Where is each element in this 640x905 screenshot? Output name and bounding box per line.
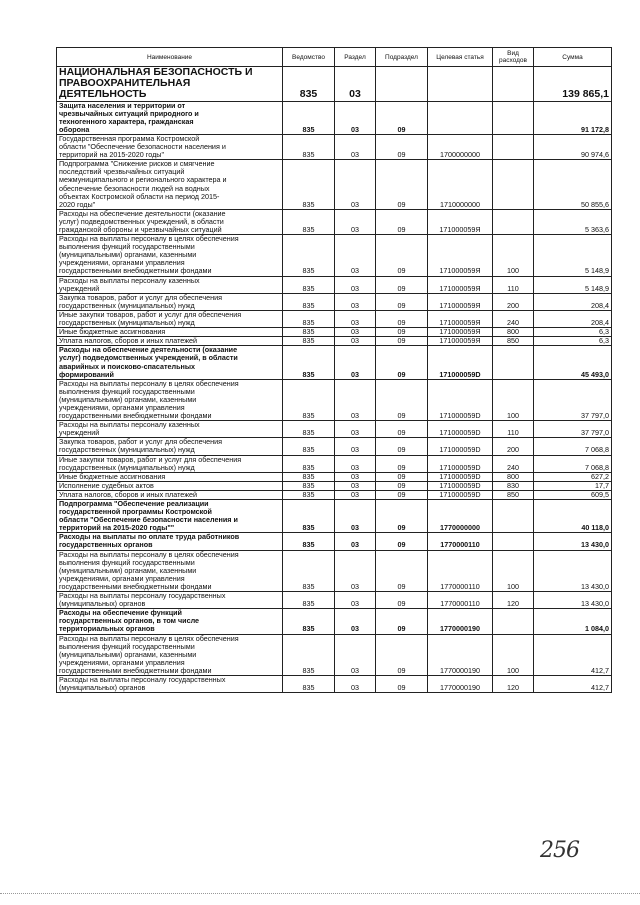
- cell-department: 835: [283, 67, 335, 102]
- cell-sum: 627,2: [534, 472, 612, 481]
- table-row: [57, 328, 612, 337]
- header-row: [57, 48, 612, 67]
- cell-subsection: 09: [376, 481, 428, 490]
- cell-expense-type: 120: [493, 675, 534, 692]
- cell-target-article: 1770000000: [428, 500, 493, 533]
- cell-department: 835: [283, 490, 335, 499]
- cell-expense-type: 240: [493, 455, 534, 472]
- cell-name-line: выполнения функций государственными: [59, 557, 195, 567]
- cell-department: 835: [283, 276, 335, 293]
- cell-target-article: 171000059Я: [428, 235, 493, 276]
- cell-name-line: гражданской обороны и чрезвычайных ситуаций: [59, 225, 222, 235]
- table-row: [57, 337, 612, 346]
- table-row: [57, 276, 612, 293]
- cell-section: 03: [335, 337, 376, 346]
- cell-target-article: 171000059D: [428, 379, 493, 420]
- cell-name-line: чрезвычайных ситуаций природного и: [59, 108, 199, 118]
- page-number-text: 256: [540, 838, 579, 863]
- scan-edge-line: [0, 893, 640, 894]
- cell-section: 03: [335, 675, 376, 692]
- cell-name: [57, 293, 283, 310]
- cell-section: 03: [335, 490, 376, 499]
- cell-subsection: 09: [376, 101, 428, 134]
- cell-name-line: учреждениями, органами управления: [59, 657, 185, 667]
- cell-target-article: 1770000190: [428, 634, 493, 675]
- cell-target-article: 171000059Я: [428, 310, 493, 327]
- cell-name-line: Иные бюджетные ассигнования: [59, 472, 166, 481]
- cell-expense-type: [493, 160, 534, 210]
- cell-department: 835: [283, 634, 335, 675]
- cell-name-line: (муниципальными) органами, казенными: [59, 250, 197, 260]
- cell-name-line: Расходы на выплаты персоналу казенных: [59, 276, 200, 285]
- cell-name-line: формирований: [59, 369, 114, 379]
- cell-target-article: 171000059D: [428, 472, 493, 481]
- cell-name-line: аварийных и поисково-спасательных: [59, 361, 195, 371]
- cell-name-line: Расходы на выплаты по оплате труда работников: [59, 532, 240, 542]
- cell-expense-type: 800: [493, 472, 534, 481]
- cell-name-line: государственными внебюджетными фондами: [59, 581, 212, 591]
- cell-name-line: Подпрограмма "Обеспечение реализации: [59, 499, 209, 509]
- cell-subsection: 09: [376, 455, 428, 472]
- cell-name: [57, 379, 283, 420]
- cell-department: 835: [283, 310, 335, 327]
- cell-expense-type: [493, 500, 534, 533]
- table-row: [57, 134, 612, 159]
- cell-name-line: (муниципальными) органами, казенными: [59, 649, 197, 659]
- cell-name-line: учреждениями, органами управления: [59, 258, 185, 268]
- table-row: [57, 533, 612, 550]
- cell-name: [57, 235, 283, 276]
- cell-name: [57, 328, 283, 337]
- cell-target-article: 1770000190: [428, 675, 493, 692]
- table-row: [57, 675, 612, 692]
- cell-name-line: Расходы на выплаты персоналу в целях обеспечения: [59, 634, 239, 643]
- cell-name-line: Иные бюджетные ассигнования: [59, 327, 166, 337]
- cell-department: 835: [283, 235, 335, 276]
- cell-subsection: 09: [376, 634, 428, 675]
- cell-name-line: Исполнение судебных актов: [59, 481, 154, 490]
- cell-name-line: учреждениями, органами управления: [59, 573, 185, 583]
- cell-sum: 50 855,6: [534, 160, 612, 210]
- cell-name-line: Расходы на обеспечение деятельности (оказание: [59, 209, 226, 218]
- header-subsection: Подраздел: [376, 48, 428, 67]
- cell-expense-type: 100: [493, 235, 534, 276]
- cell-sum: 37 797,0: [534, 421, 612, 438]
- cell-name: [57, 675, 283, 692]
- cell-target-article: 171000059Я: [428, 209, 493, 234]
- cell-name-line: 2020 годы": [59, 199, 96, 209]
- cell-sum: 208,4: [534, 293, 612, 310]
- cell-section: 03: [335, 235, 376, 276]
- table-row: [57, 438, 612, 455]
- cell-name-line: государственных (муниципальных) нужд: [59, 445, 195, 455]
- cell-subsection: 09: [376, 276, 428, 293]
- cell-name: [57, 472, 283, 481]
- cell-department: 835: [283, 675, 335, 692]
- cell-name-line: государственных органов, в том числе: [59, 616, 200, 626]
- cell-name-line: учреждений: [59, 428, 100, 438]
- cell-name: [57, 209, 283, 234]
- budget-sheet: [56, 47, 611, 693]
- cell-department: 835: [283, 134, 335, 159]
- cell-sum: 13 430,0: [534, 550, 612, 591]
- cell-name-line: Расходы на обеспечение деятельности (оказание: [59, 345, 238, 355]
- cell-subsection: 09: [376, 209, 428, 234]
- cell-name: [57, 490, 283, 499]
- table-row: [57, 481, 612, 490]
- cell-name-line: техногенного характера, гражданская: [59, 116, 194, 126]
- cell-target-article: [428, 101, 493, 134]
- cell-department: 835: [283, 438, 335, 455]
- cell-name-line: услуг) подведомственных учреждений, в области: [59, 353, 238, 363]
- cell-department: 835: [283, 346, 335, 379]
- cell-sum: 6,3: [534, 337, 612, 346]
- cell-name: [57, 421, 283, 438]
- table-row: [57, 490, 612, 499]
- cell-section: 03: [335, 550, 376, 591]
- cell-section: 03: [335, 276, 376, 293]
- cell-name-line: (муниципальными) органами, казенными: [59, 394, 197, 404]
- cell-department: 835: [283, 592, 335, 609]
- cell-subsection: 09: [376, 160, 428, 210]
- cell-section: 03: [335, 421, 376, 438]
- cell-target-article: 171000059Я: [428, 337, 493, 346]
- cell-name-line: Государственная программа Костромской: [59, 134, 200, 143]
- cell-subsection: 09: [376, 609, 428, 634]
- cell-subsection: 09: [376, 438, 428, 455]
- cell-name-line: Защита населения и территории от: [59, 101, 186, 110]
- cell-name: [57, 337, 283, 346]
- cell-sum: 412,7: [534, 675, 612, 692]
- cell-name: [57, 310, 283, 327]
- cell-sum: 13 430,0: [534, 592, 612, 609]
- table-row: [57, 160, 612, 210]
- cell-name: [57, 276, 283, 293]
- cell-expense-type: [493, 209, 534, 234]
- cell-target-article: 171000059D: [428, 421, 493, 438]
- cell-target-article: 171000059Я: [428, 328, 493, 337]
- cell-name-line: Расходы на выплаты персоналу в целях обеспечения: [59, 234, 239, 244]
- cell-section: 03: [335, 472, 376, 481]
- cell-name-line: (муниципальных) органов: [59, 683, 146, 693]
- cell-department: 835: [283, 328, 335, 337]
- table-row: [57, 379, 612, 420]
- cell-sum: 5 148,9: [534, 235, 612, 276]
- cell-name-line: государственной программы Костромской: [59, 507, 212, 517]
- cell-name-line: НАЦИОНАЛЬНАЯ БЕЗОПАСНОСТЬ И: [59, 66, 253, 78]
- cell-subsection: 09: [376, 235, 428, 276]
- cell-name-line: последствий чрезвычайных ситуаций: [59, 167, 185, 177]
- cell-target-article: 1710000000: [428, 160, 493, 210]
- table-row: [57, 592, 612, 609]
- cell-sum: 609,5: [534, 490, 612, 499]
- cell-name-line: Расходы на выплаты персоналу в целях обеспечения: [59, 550, 239, 559]
- cell-department: 835: [283, 209, 335, 234]
- cell-department: 835: [283, 337, 335, 346]
- cell-sum: 208,4: [534, 310, 612, 327]
- table-body: [57, 67, 612, 693]
- cell-name-line: Закупка товаров, работ и услуг для обеспечения: [59, 437, 223, 447]
- cell-target-article: 1770000110: [428, 533, 493, 550]
- cell-department: 835: [283, 550, 335, 591]
- cell-subsection: 09: [376, 310, 428, 327]
- cell-subsection: 09: [376, 500, 428, 533]
- cell-name-line: выполнения функций государственными: [59, 386, 195, 396]
- cell-name: [57, 160, 283, 210]
- cell-name-line: учреждениями, органами управления: [59, 402, 185, 412]
- cell-name-line: Подпрограмма "Снижение рисков и смягчение: [59, 159, 215, 169]
- cell-subsection: 09: [376, 293, 428, 310]
- cell-expense-type: 100: [493, 634, 534, 675]
- table-row: [57, 421, 612, 438]
- cell-section: 03: [335, 209, 376, 234]
- cell-name-line: Расходы на выплаты персоналу в целях обеспечения: [59, 379, 239, 388]
- table-row: [57, 550, 612, 591]
- table-row: [57, 293, 612, 310]
- cell-subsection: 09: [376, 472, 428, 481]
- cell-expense-type: 200: [493, 438, 534, 455]
- cell-name-line: Уплата налогов, сборов и иных платежей: [59, 336, 198, 346]
- cell-name: [57, 67, 283, 102]
- cell-sum: 7 068,8: [534, 438, 612, 455]
- cell-department: 835: [283, 455, 335, 472]
- cell-sum: 7 068,8: [534, 455, 612, 472]
- cell-department: 835: [283, 609, 335, 634]
- cell-name-line: Закупка товаров, работ и услуг для обеспечения: [59, 293, 223, 302]
- cell-section: 03: [335, 500, 376, 533]
- cell-expense-type: [493, 101, 534, 134]
- cell-section: 03: [335, 160, 376, 210]
- cell-subsection: [376, 67, 428, 102]
- cell-target-article: 171000059D: [428, 438, 493, 455]
- cell-section: 03: [335, 67, 376, 102]
- cell-section: 03: [335, 379, 376, 420]
- cell-department: 835: [283, 500, 335, 533]
- cell-subsection: 09: [376, 675, 428, 692]
- cell-name-line: обеспечение безопасности людей на водных: [59, 183, 210, 193]
- cell-expense-type: 120: [493, 592, 534, 609]
- cell-name-line: области "Обеспечение безопасности населения и: [59, 142, 226, 152]
- header-department: Ведомство: [283, 48, 335, 67]
- cell-target-article: 1770000110: [428, 592, 493, 609]
- cell-name: [57, 609, 283, 634]
- cell-department: 835: [283, 101, 335, 134]
- cell-section: 03: [335, 310, 376, 327]
- cell-target-article: 171000059D: [428, 481, 493, 490]
- cell-sum: 90 974,6: [534, 134, 612, 159]
- cell-section: 03: [335, 455, 376, 472]
- cell-name-line: Расходы на выплаты персоналу государственных: [59, 591, 226, 601]
- cell-expense-type: 110: [493, 421, 534, 438]
- cell-target-article: 1770000190: [428, 609, 493, 634]
- cell-name-line: Иные закупки товаров, работ и услуг для обеспечения: [59, 455, 242, 464]
- cell-target-article: 171000059D: [428, 490, 493, 499]
- cell-name-line: Иные закупки товаров, работ и услуг для обеспечения: [59, 310, 242, 319]
- cell-subsection: 09: [376, 533, 428, 550]
- table-row: [57, 209, 612, 234]
- cell-name: [57, 438, 283, 455]
- cell-subsection: 09: [376, 421, 428, 438]
- cell-expense-type: [493, 67, 534, 102]
- table-row: [57, 67, 612, 102]
- cell-sum: 91 172,8: [534, 101, 612, 134]
- header-target-article: Целевая статья: [428, 48, 493, 67]
- cell-expense-type: 200: [493, 293, 534, 310]
- cell-sum: 5 148,9: [534, 276, 612, 293]
- cell-sum: 40 118,0: [534, 500, 612, 533]
- cell-section: 03: [335, 346, 376, 379]
- cell-name: [57, 101, 283, 134]
- cell-name: [57, 550, 283, 591]
- table-row: [57, 101, 612, 134]
- cell-subsection: 09: [376, 337, 428, 346]
- cell-department: 835: [283, 160, 335, 210]
- cell-department: 835: [283, 472, 335, 481]
- table-row: [57, 634, 612, 675]
- cell-name-line: (муниципальными) органами, казенными: [59, 565, 197, 575]
- cell-department: 835: [283, 421, 335, 438]
- cell-section: 03: [335, 634, 376, 675]
- cell-sum: 13 430,0: [534, 533, 612, 550]
- cell-sum: 5 363,6: [534, 209, 612, 234]
- cell-name-line: Расходы на выплаты персоналу государственных: [59, 675, 226, 684]
- cell-name-line: государственными внебюджетными фондами: [59, 411, 212, 421]
- cell-target-article: [428, 67, 493, 102]
- cell-section: 03: [335, 438, 376, 455]
- cell-subsection: 09: [376, 328, 428, 337]
- cell-sum: 1 084,0: [534, 609, 612, 634]
- cell-expense-type: 240: [493, 310, 534, 327]
- table-row: [57, 500, 612, 533]
- cell-sum: 45 493,0: [534, 346, 612, 379]
- cell-name: [57, 346, 283, 379]
- cell-name-line: ДЕЯТЕЛЬНОСТЬ: [59, 88, 147, 101]
- cell-sum: 6,3: [534, 328, 612, 337]
- cell-subsection: 09: [376, 134, 428, 159]
- cell-name-line: выполнения функций государственными: [59, 242, 195, 252]
- header-expense-type: Вид расходов: [493, 48, 534, 67]
- cell-name-line: объектах Костромской области на период 2015-: [59, 191, 220, 201]
- cell-expense-type: [493, 134, 534, 159]
- table-row: [57, 310, 612, 327]
- cell-section: 03: [335, 134, 376, 159]
- header-section: Раздел: [335, 48, 376, 67]
- cell-name-line: государственными внебюджетными фондами: [59, 266, 212, 276]
- cell-section: 03: [335, 101, 376, 134]
- cell-name-line: учреждений: [59, 283, 100, 293]
- cell-name-line: оборона: [59, 124, 90, 134]
- cell-subsection: 09: [376, 490, 428, 499]
- header-name: Наименование: [57, 48, 283, 67]
- cell-sum: 17,7: [534, 481, 612, 490]
- cell-name-line: государственными внебюджетными фондами: [59, 665, 212, 675]
- cell-name: [57, 481, 283, 490]
- cell-name-line: ПРАВООХРАНИТЕЛЬНАЯ: [59, 77, 191, 90]
- cell-section: 03: [335, 293, 376, 310]
- cell-target-article: 1700000000: [428, 134, 493, 159]
- cell-name-line: территориальных органов: [59, 624, 155, 634]
- cell-section: 03: [335, 328, 376, 337]
- cell-name: [57, 455, 283, 472]
- cell-target-article: 171000059D: [428, 455, 493, 472]
- cell-department: 835: [283, 293, 335, 310]
- cell-name-line: государственных (муниципальных) нужд: [59, 318, 195, 328]
- cell-subsection: 09: [376, 550, 428, 591]
- cell-department: 835: [283, 533, 335, 550]
- cell-department: 835: [283, 481, 335, 490]
- cell-expense-type: 850: [493, 490, 534, 499]
- cell-expense-type: [493, 346, 534, 379]
- cell-expense-type: 100: [493, 379, 534, 420]
- cell-sum: 37 797,0: [534, 379, 612, 420]
- cell-name-line: территорий на 2015-2020 годы": [59, 150, 164, 160]
- cell-name-line: государственных (муниципальных) нужд: [59, 462, 195, 472]
- cell-expense-type: 800: [493, 328, 534, 337]
- table-row: [57, 346, 612, 379]
- cell-name-line: услуг) подведомственных учреждений, в области: [59, 216, 224, 226]
- cell-name: [57, 592, 283, 609]
- cell-name-line: Уплата налогов, сборов и иных платежей: [59, 490, 198, 499]
- cell-subsection: 09: [376, 592, 428, 609]
- cell-section: 03: [335, 481, 376, 490]
- cell-name-line: выполнения функций государственными: [59, 641, 195, 651]
- table-row: [57, 455, 612, 472]
- cell-expense-type: [493, 609, 534, 634]
- cell-subsection: 09: [376, 346, 428, 379]
- cell-expense-type: 100: [493, 550, 534, 591]
- cell-target-article: 171000059Я: [428, 276, 493, 293]
- cell-name: [57, 500, 283, 533]
- cell-subsection: 09: [376, 379, 428, 420]
- cell-expense-type: 850: [493, 337, 534, 346]
- cell-name-line: Расходы на обеспечение функций: [59, 608, 182, 618]
- cell-name-line: межмуниципального и регионального характера и: [59, 175, 227, 185]
- cell-name-line: территорий на 2015-2020 годы"": [59, 523, 175, 533]
- cell-department: 835: [283, 379, 335, 420]
- table-row: [57, 235, 612, 276]
- cell-name-line: государственных органов: [59, 540, 153, 550]
- cell-section: 03: [335, 533, 376, 550]
- header-sum: Сумма: [534, 48, 612, 67]
- cell-expense-type: [493, 533, 534, 550]
- table-row: [57, 472, 612, 481]
- budget-table: [56, 47, 612, 693]
- cell-expense-type: 830: [493, 481, 534, 490]
- handwritten-page-number: [540, 838, 600, 870]
- cell-name: [57, 134, 283, 159]
- cell-name: [57, 634, 283, 675]
- cell-name-line: государственных (муниципальных) нужд: [59, 300, 195, 310]
- cell-expense-type: 110: [493, 276, 534, 293]
- table-row: [57, 609, 612, 634]
- cell-target-article: 171000059D: [428, 346, 493, 379]
- cell-sum: 139 865,1: [534, 67, 612, 102]
- cell-name: [57, 533, 283, 550]
- cell-name-line: (муниципальных) органов: [59, 599, 146, 609]
- cell-section: 03: [335, 609, 376, 634]
- cell-target-article: 1770000110: [428, 550, 493, 591]
- cell-section: 03: [335, 592, 376, 609]
- cell-name-line: Расходы на выплаты персоналу казенных: [59, 420, 200, 430]
- cell-target-article: 171000059Я: [428, 293, 493, 310]
- cell-sum: 412,7: [534, 634, 612, 675]
- cell-name-line: области "Обеспечение безопасности населения и: [59, 515, 238, 525]
